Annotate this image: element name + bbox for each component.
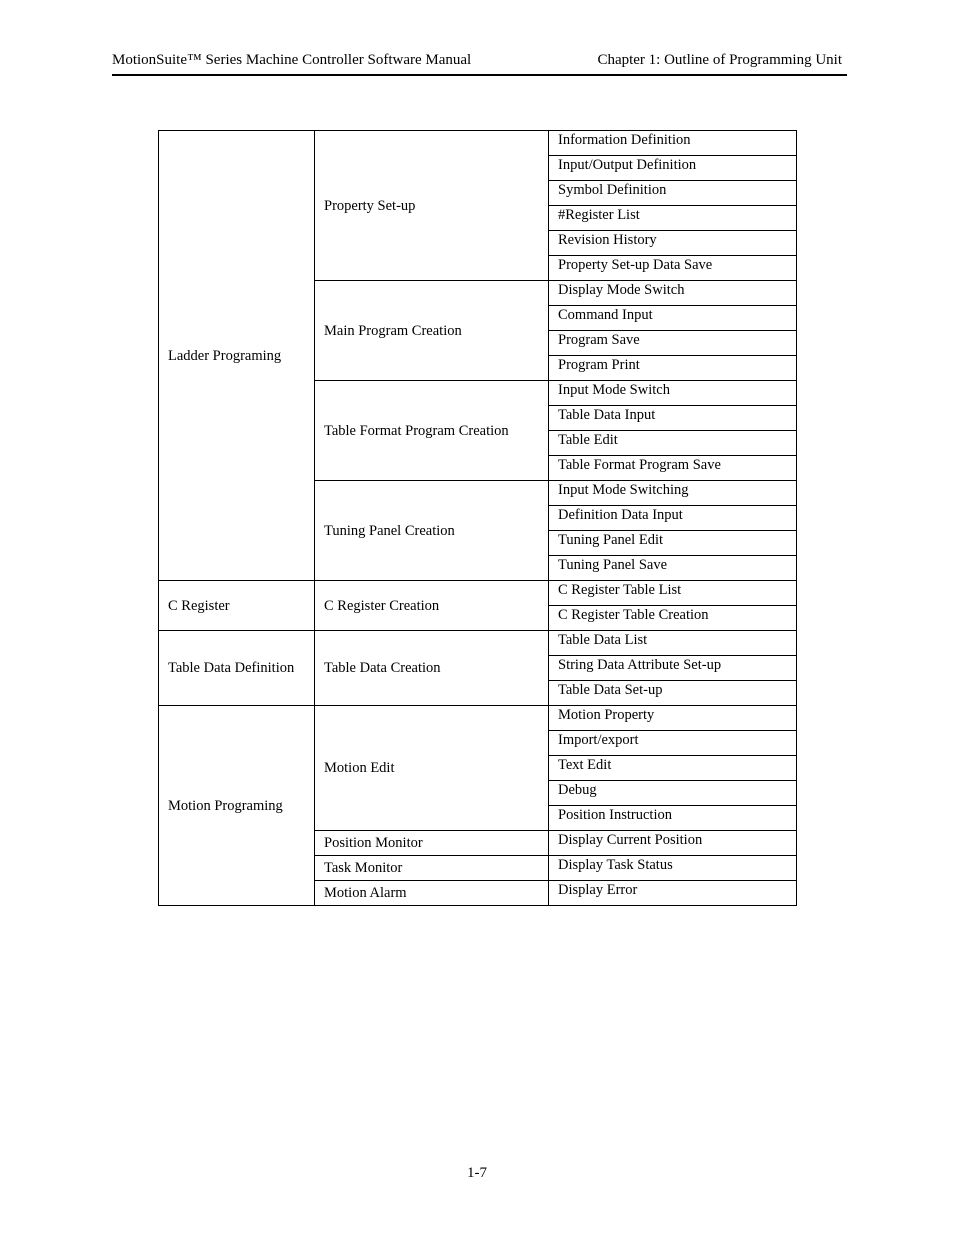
function-table-body xyxy=(159,131,797,906)
table-row xyxy=(159,131,797,156)
function-item-cell: Position Instruction xyxy=(549,806,797,831)
function-section-cell: C Register Creation xyxy=(315,581,549,631)
function-item-cell: Tuning Panel Save xyxy=(549,556,797,581)
function-item-cell: Display Error xyxy=(549,881,797,906)
function-group-cell: Motion Programing xyxy=(159,706,315,906)
function-section-cell: Motion Alarm xyxy=(315,881,549,906)
function-section-cell: Table Format Program Creation xyxy=(315,381,549,481)
table-row xyxy=(159,631,797,656)
function-item-cell: Input/Output Definition xyxy=(549,156,797,181)
function-section-cell: Tuning Panel Creation xyxy=(315,481,549,581)
function-section-cell: Task Monitor xyxy=(315,856,549,881)
function-item-cell: Command Input xyxy=(549,306,797,331)
function-item-cell: Property Set-up Data Save xyxy=(549,256,797,281)
page-number: 1-7 xyxy=(467,1165,487,1181)
function-item-cell: String Data Attribute Set-up xyxy=(549,656,797,681)
function-section-cell: Position Monitor xyxy=(315,831,549,856)
function-item-cell: #Register List xyxy=(549,206,797,231)
function-item-cell: Text Edit xyxy=(549,756,797,781)
function-group-cell: Ladder Programing xyxy=(159,131,315,581)
table-row xyxy=(159,706,797,731)
function-section-cell: Main Program Creation xyxy=(315,281,549,381)
function-item-cell: Input Mode Switch xyxy=(549,381,797,406)
function-item-cell: Revision History xyxy=(549,231,797,256)
page-header xyxy=(112,50,847,76)
function-item-cell: Program Save xyxy=(549,331,797,356)
function-item-cell: Symbol Definition xyxy=(549,181,797,206)
function-item-cell: Debug xyxy=(549,781,797,806)
function-item-cell: Display Task Status xyxy=(549,856,797,881)
function-item-cell: Table Data Input xyxy=(549,406,797,431)
function-section-cell: Motion Edit xyxy=(315,706,549,831)
function-item-cell: Display Mode Switch xyxy=(549,281,797,306)
table-row xyxy=(159,581,797,606)
function-group-cell: Table Data Definition xyxy=(159,631,315,706)
function-item-cell: Display Current Position xyxy=(549,831,797,856)
function-item-cell: Program Print xyxy=(549,356,797,381)
function-item-cell: C Register Table Creation xyxy=(549,606,797,631)
function-item-cell: Information Definition xyxy=(549,131,797,156)
function-item-cell: Motion Property xyxy=(549,706,797,731)
function-item-cell: Tuning Panel Edit xyxy=(549,531,797,556)
function-group-cell: C Register xyxy=(159,581,315,631)
chapter-title: Chapter 1: Outline of Programming Unit xyxy=(597,52,842,68)
function-item-cell: Input Mode Switching xyxy=(549,481,797,506)
function-item-cell: Import/export xyxy=(549,731,797,756)
function-table xyxy=(158,130,797,906)
function-section-cell: Property Set-up xyxy=(315,131,549,281)
function-item-cell: Table Data Set-up xyxy=(549,681,797,706)
function-section-cell: Table Data Creation xyxy=(315,631,549,706)
function-item-cell: Table Data List xyxy=(549,631,797,656)
function-item-cell: Definition Data Input xyxy=(549,506,797,531)
function-item-cell: Table Format Program Save xyxy=(549,456,797,481)
manual-title: MotionSuite™ Series Machine Controller Software Manual xyxy=(112,52,472,68)
function-item-cell: C Register Table List xyxy=(549,581,797,606)
function-item-cell: Table Edit xyxy=(549,431,797,456)
